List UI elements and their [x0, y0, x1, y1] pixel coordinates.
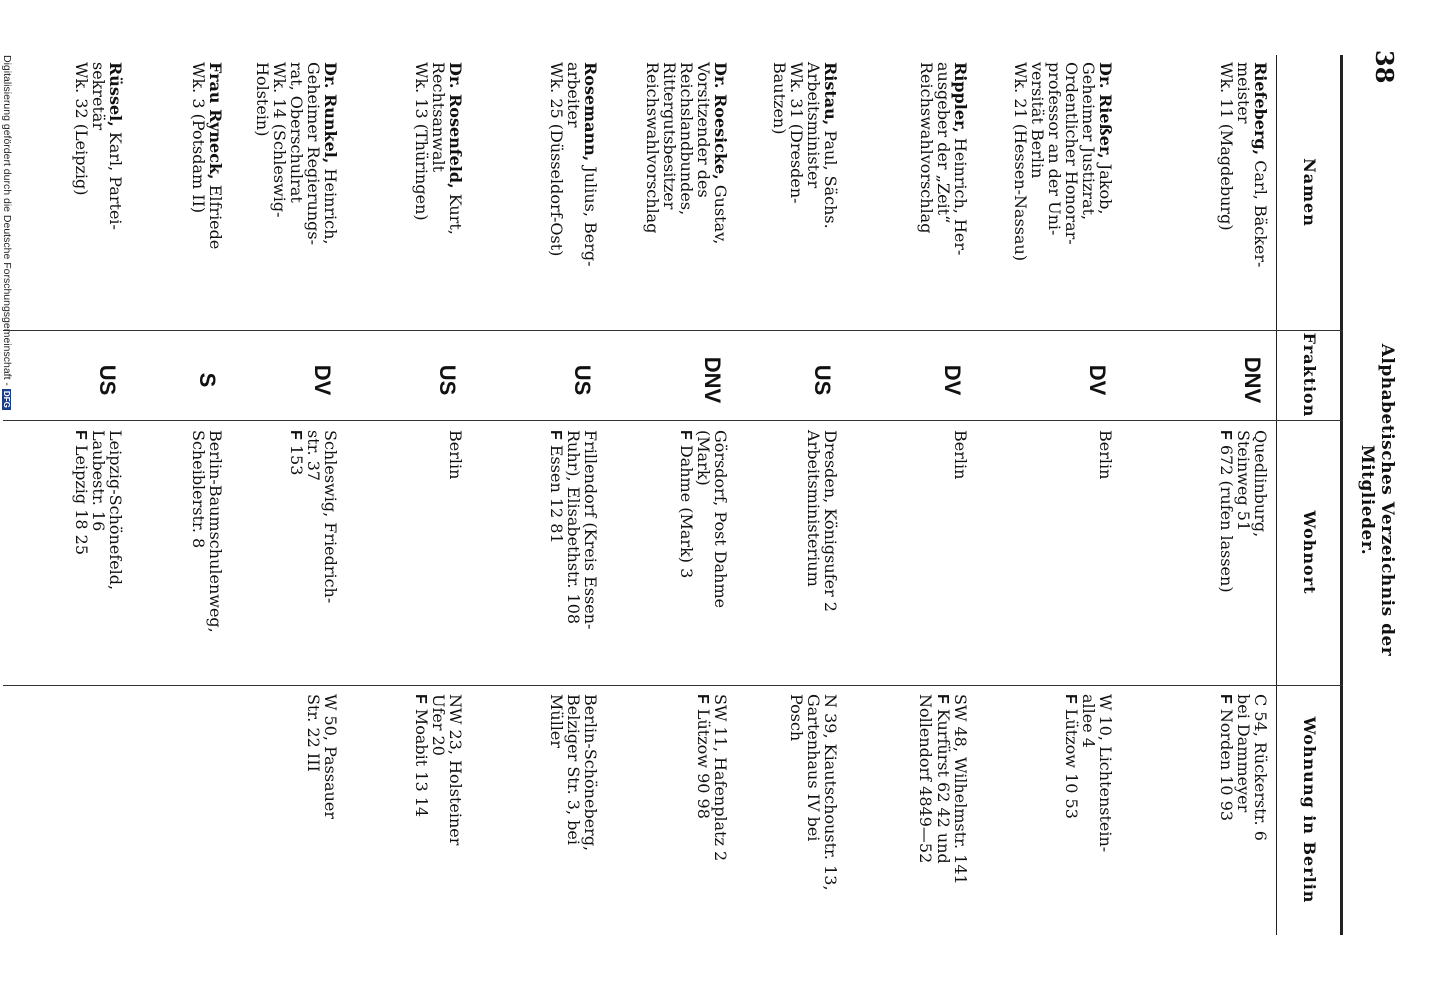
member-residence-text: Schleswig, Friedrich- str. 37 [304, 430, 340, 604]
member-faction: DV [310, 364, 335, 396]
member-residence-phone: Dahme (Mark) 3 [677, 439, 696, 579]
member-residence-text: Berlin-Baumschulenweg, Scheiblerstr. 8 [189, 430, 225, 633]
member-residence-text: Leipzig-Schönefeld, Laubestr. 16 [89, 430, 125, 591]
member-details: Heinrich, Geheimer Regierungs- rat, Oberschulrat Wk. 14 (Schleswig- Holstein) [253, 62, 340, 245]
member-residence [547, 430, 599, 680]
header-residence: Wohnort [1300, 510, 1320, 595]
member-residence [446, 430, 464, 680]
member-name [644, 62, 729, 324]
member-residence [189, 430, 224, 680]
page-number: 38 [1370, 50, 1399, 84]
member-surname: Frau Ryneck, [206, 62, 225, 180]
member-details: Julius, Berg- arbeiter Wk. 25 (Düsseldorf-Ost) [547, 62, 600, 267]
member-residence [677, 430, 729, 680]
member-berlin-address [1062, 694, 1114, 934]
member-residence-phone-marker: F [72, 430, 89, 440]
member-residence [1217, 430, 1269, 680]
member-surname: Rüssel, [106, 62, 125, 127]
member-details: Carl, Bäcker- meister Wk. 11 (Magdeburg) [1217, 62, 1270, 268]
member-residence [1096, 430, 1114, 680]
member-berlin-address-phone: Moabit 13 14 [412, 703, 431, 818]
member-berlin-address [547, 694, 599, 934]
member-faction: US [435, 364, 460, 396]
member-surname: Dr. Rießer, [1096, 62, 1115, 159]
member-berlin-address-text: N 39, Kiautschoustr. 13, Gartenhaus IV bei Posch [787, 694, 840, 891]
member-residence-text: Quedlinburg, Steinweg 51 [1234, 430, 1270, 538]
credit-line [1, 55, 13, 410]
member-faction: DNV [1240, 356, 1265, 404]
member-faction: US [810, 364, 835, 396]
member-surname: Dr. Rosenfeld, [446, 62, 465, 189]
member-residence-text: Dresden, Königsufer 2 Arbeitsministerium [804, 430, 840, 612]
member-details: Gustav, Vorsitzender des Reichslandbundes, Rittergutsbesitzer Reichswahlvorschlag [643, 62, 730, 245]
member-residence-phone: 672 (rufen lassen) [1217, 439, 1236, 593]
member-name [190, 62, 224, 324]
member-berlin-address-text: NW 23, Holsteiner Ufer 20 [429, 694, 465, 846]
credit-text: Digitalisierung gefördert durch die Deutsche Forschungsgemeinschaft - [1, 55, 13, 386]
member-berlin-address-phone-marker: F [934, 694, 951, 704]
member-berlin-address-phone: Lützow 90 98 [694, 703, 713, 819]
member-berlin-address-text: W 50, Passauer Str. 22 III [304, 694, 340, 820]
member-berlin-address-text: C 54, Rückerstr. 6 bei Dammeyer [1234, 694, 1270, 841]
member-residence-phone-marker: F [1217, 430, 1234, 440]
member-name [771, 62, 839, 324]
member-berlin-address-phone: Kurfürst 62 42 und Nollendorf 4849—52 [916, 694, 953, 864]
member-name [1012, 62, 1114, 324]
member-berlin-address-phone: Norden 10 93 [1217, 703, 1236, 822]
member-faction: US [570, 364, 595, 396]
member-name [548, 62, 599, 324]
member-residence-phone: Essen 12 81 [547, 439, 566, 544]
member-residence-phone-marker: F [287, 430, 304, 440]
member-details: Paul, Sächs. Arbeitsminister Wk. 31 (Dresden- Bautzen) [770, 62, 840, 229]
member-berlin-address [694, 694, 729, 934]
member-residence [951, 430, 969, 680]
dfg-logo: DFG [2, 390, 11, 408]
member-surname: Dr. Roesicke, [711, 62, 730, 180]
member-residence-text: Berlin [446, 430, 465, 480]
member-faction: DNV [700, 356, 725, 404]
member-surname: Ristau, [821, 62, 840, 126]
member-residence [72, 430, 124, 680]
member-residence-text: Berlin [951, 430, 970, 480]
member-berlin-address [787, 694, 839, 934]
member-residence-phone: Leipzig 18 25 [72, 439, 91, 555]
member-residence [287, 430, 339, 680]
member-berlin-address-phone-marker: F [1217, 694, 1234, 704]
member-berlin-address-phone-marker: F [694, 694, 711, 704]
member-surname: Dr. Runkel, [321, 62, 340, 164]
member-berlin-address-text: W 10, Lichtenstein- allee 4 [1079, 694, 1115, 853]
member-berlin-address [917, 694, 969, 934]
member-name [918, 62, 969, 324]
col-divider-2 [3, 420, 1343, 421]
member-name [73, 62, 124, 324]
member-residence-phone: 153 [287, 439, 306, 476]
member-berlin-address-phone-marker: F [412, 694, 429, 704]
member-name [1218, 62, 1269, 324]
member-residence-text: Berlin [1096, 430, 1115, 480]
header-berlin: Wohnung in Berlin [1300, 716, 1320, 904]
member-surname: Rippler, [951, 62, 970, 133]
member-details: Elfriede Wk. 3 (Potsdam II) [189, 62, 225, 250]
member-residence-text: Frillendorf (Kreis Essen- Ruhr), Elisabethstr. 108 [564, 430, 600, 630]
member-berlin-address-phone: Lützow 10 53 [1062, 703, 1081, 819]
member-surname: Rosemann, [581, 62, 600, 162]
member-name [413, 62, 464, 324]
member-berlin-address-text: SW 48, Wilhelmstr. 141 [951, 694, 970, 885]
member-faction: S [195, 372, 220, 388]
member-name [254, 62, 339, 324]
header-faction: Fraktion [1300, 332, 1320, 418]
member-details: Karl, Partei- sekretär Wk. 32 (Leipzig) [72, 62, 125, 230]
member-details: Jakob, Geheimer Justizrat, Ordentlicher Honorar- professor an der Uni- versität Berlin Wk. 21 (Hessen-Nassau) [1011, 62, 1115, 262]
member-berlin-address-phone-marker: F [1062, 694, 1079, 704]
member-faction: DV [940, 364, 965, 396]
running-head: Alphabetisches Verzeichnis der Mitglieder. [1357, 343, 1397, 657]
member-details: Kurt, Rechtsanwalt Wk. 13 (Thüringen) [412, 62, 465, 235]
member-residence-phone-marker: F [677, 430, 694, 440]
member-berlin-address [1217, 694, 1269, 934]
col-divider-3 [3, 685, 1343, 686]
member-surname: Riefeberg, [1251, 62, 1270, 156]
member-berlin-address [304, 694, 339, 934]
col-divider-1 [3, 330, 1343, 331]
member-berlin-address-text: Berlin-Schöneberg, Belziger Str. 3, bei Müller [547, 694, 600, 852]
member-residence-text: Görsdorf, Post Dahme (Mark) [694, 430, 730, 609]
member-faction: US [95, 364, 120, 396]
member-details: Heinrich, Her- ausgeber der „Zeit“ Reichswahlvorschlag [917, 62, 970, 256]
header-name: Namen [1300, 158, 1320, 227]
member-residence [804, 430, 839, 680]
member-berlin-address [412, 694, 464, 934]
member-residence-phone-marker: F [547, 430, 564, 440]
member-faction: DV [1085, 364, 1110, 396]
member-berlin-address-text: SW 11, Hafenplatz 2 [711, 694, 730, 862]
